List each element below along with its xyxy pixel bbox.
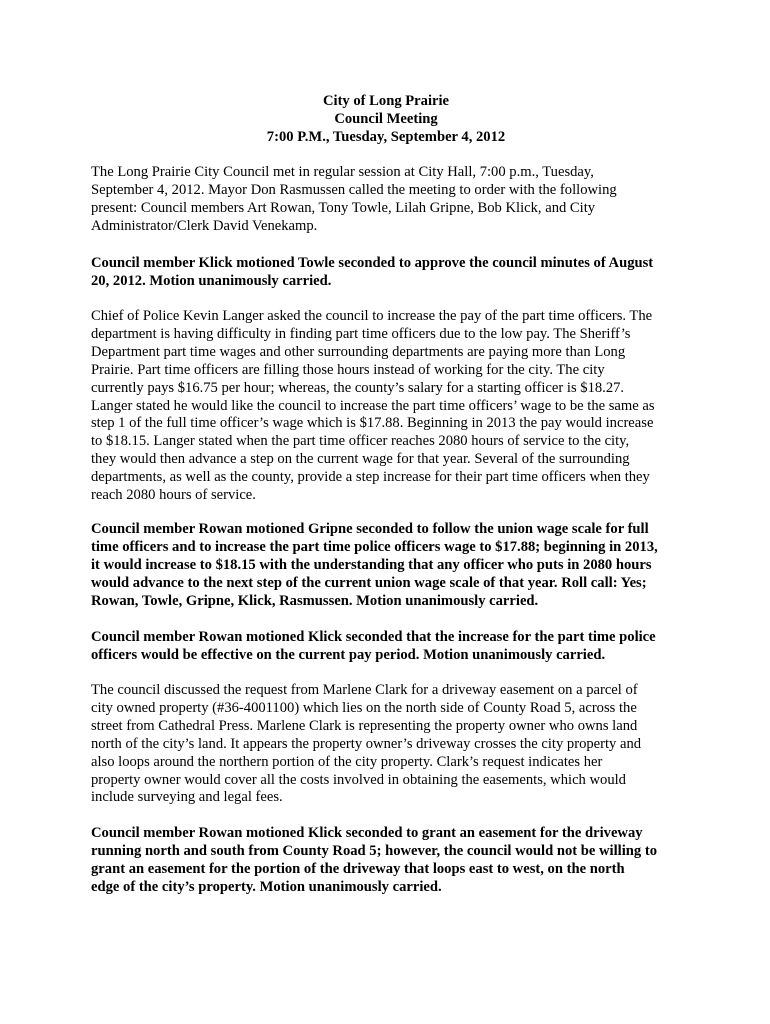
paragraph-line: Chief of Police Kevin Langer asked the council to increase the pay of the part time officers. The: [91, 308, 653, 324]
paragraph-driveway-easement-request: [91, 682, 686, 807]
paragraph-line: currently pays $16.75 per hour; whereas, the county’s salary for a starting officer is $18.27.: [91, 379, 625, 396]
paragraph-line: grant an easement for the portion of the driveway that loops east to west, on the north: [91, 860, 625, 877]
paragraph-line: Council member Rowan motioned Gripne seconded to follow the union wage scale for full: [91, 521, 649, 537]
paragraph-line: Administrator/Clerk David Venekamp.: [91, 217, 318, 234]
paragraph-line: street from Cathedral Press. Marlene Clark is representing the property owner who owns land: [91, 717, 638, 734]
paragraph-line: include surveying and legal fees.: [91, 789, 283, 806]
paragraph-police-pay-request: [91, 308, 686, 505]
motion-grant-easement: [91, 825, 686, 897]
paragraph-meeting-opening: [91, 164, 686, 236]
paragraph-line: The council discussed the request from Marlene Clark for a driveway easement on a parcel of: [91, 682, 638, 698]
paragraph-line: running north and south from County Road 5; however, the council would not be willing to: [91, 842, 657, 859]
paragraph-line: Rowan, Towle, Gripne, Klick, Rasmussen. Motion unanimously carried.: [91, 592, 539, 609]
paragraph-line: Prairie. Part time officers are filling those hours instead of working for the city. The city: [91, 361, 605, 378]
document-header: [91, 93, 681, 147]
header-city-name: City of Long Prairie: [322, 93, 450, 109]
header-meeting-type: Council Meeting: [334, 110, 438, 127]
paragraph-line: property owner would cover all the costs involved in obtaining the easements, which would: [91, 771, 626, 788]
paragraph-line: time officers and to increase the part time police officers wage to $17.88; beginning in 2013,: [91, 538, 658, 555]
paragraph-line: The Long Prairie City Council met in regular session at City Hall, 7:00 p.m., Tuesday,: [91, 164, 594, 180]
motion-effective-pay-period: [91, 629, 686, 665]
paragraph-line: Council member Rowan motioned Klick seconded that the increase for the part time police: [91, 629, 656, 645]
paragraph-line: Department part time wages and other surrounding departments are paying more than Long: [91, 343, 626, 360]
motion-approve-minutes: [91, 255, 686, 291]
paragraph-line: Langer stated he would like the council to increase the part time officers’ wage to be the same as: [91, 397, 655, 414]
paragraph-line: present: Council members Art Rowan, Tony Towle, Lilah Gripne, Bob Klick, and City: [91, 199, 596, 216]
paragraph-line: also loops around the northern portion of the city property. Clark’s request indicates her: [91, 753, 603, 770]
paragraph-line: step 1 of the full time officer’s wage which is $17.88. Beginning in 2013 the pay would increase: [91, 415, 654, 432]
paragraph-line: north of the city’s land. It appears the property owner’s driveway crosses the city property and: [91, 735, 642, 752]
paragraph-line: edge of the city’s property. Motion unanimously carried.: [91, 878, 442, 895]
paragraph-line: would advance to the next step of the current union wage scale of that year. Roll call: Yes;: [91, 574, 647, 591]
paragraph-line: reach 2080 hours of service.: [91, 487, 256, 504]
motion-union-wage-scale: [91, 521, 686, 611]
paragraph-line: departments, as well as the county, provide a step increase for their part time officers when they: [91, 469, 650, 486]
header-meeting-datetime: 7:00 P.M., Tuesday, September 4, 2012: [266, 128, 506, 145]
paragraph-line: department is having difficulty in finding part time officers due to the low pay. The Sheriff’s: [91, 325, 631, 342]
paragraph-line: September 4, 2012. Mayor Don Rasmussen called the meeting to order with the following: [91, 181, 617, 198]
paragraph-line: officers would be effective on the current pay period. Motion unanimously carried.: [91, 646, 606, 663]
paragraph-line: to $18.15. Langer stated when the part time officer reaches 2080 hours of service to the city,: [91, 433, 630, 450]
paragraph-line: Council member Rowan motioned Klick seconded to grant an easement for the driveway: [91, 825, 643, 841]
paragraph-line: Council member Klick motioned Towle seconded to approve the council minutes of August: [91, 255, 654, 271]
paragraph-line: it would increase to $18.15 with the understanding that any officer who puts in 2080 hours: [91, 556, 652, 573]
paragraph-line: 20, 2012. Motion unanimously carried.: [91, 272, 332, 289]
paragraph-line: city owned property (#36-4001100) which lies on the north side of County Road 5, across the: [91, 699, 637, 716]
paragraph-line: they would then advance a step on the current wage for that year. Several of the surrounding: [91, 451, 630, 468]
